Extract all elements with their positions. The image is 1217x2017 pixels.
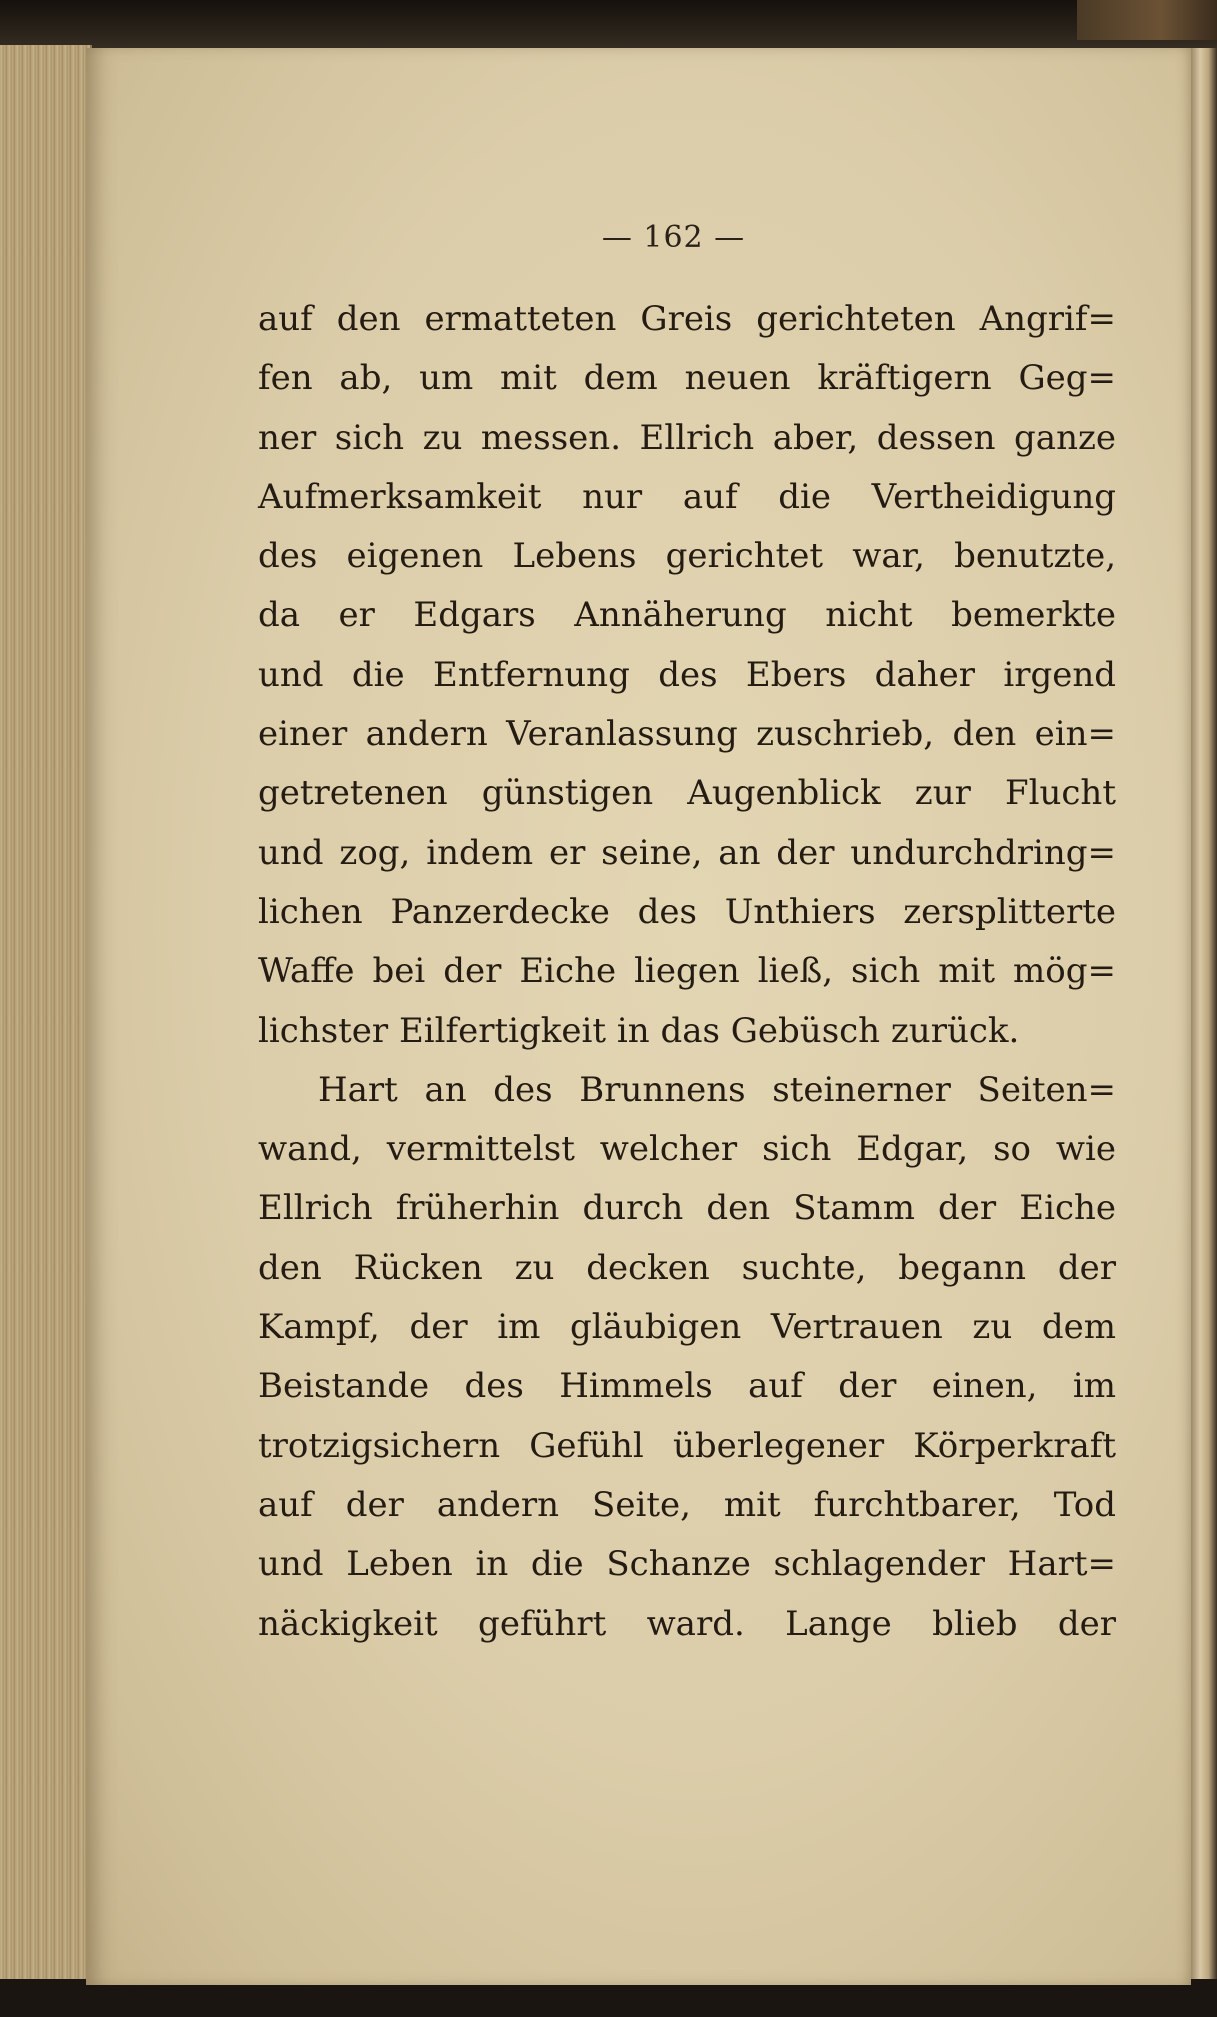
text-line: den Rücken zu decken suchte, begann der	[258, 1247, 1116, 1288]
text-line: Aufmerksamkeit nur auf die Vertheidigung	[258, 476, 1116, 517]
text-line: Waffe bei der Eiche liegen ließ, sich mit mög=	[258, 951, 1116, 992]
text-line: auf den ermatteten Greis gerichteten Angrif=	[258, 299, 1116, 339]
top-edge	[0, 0, 1217, 55]
text-line: Ellrich früherhin durch den Stamm der Eiche	[258, 1188, 1116, 1229]
text-line: Beistande des Himmels auf der einen, im	[258, 1366, 1116, 1407]
text-line: trotzigsichern Gefühl überlegener Körperkraft	[258, 1425, 1116, 1466]
text-line: einer andern Veranlassung zuschrieb, den ein=	[258, 714, 1116, 755]
body-text	[258, 290, 1116, 1654]
text-line: des eigenen Lebens gerichtet war, benutzte,	[258, 536, 1116, 577]
text-line: Kampf, der im gläubigen Vertrauen zu dem	[258, 1307, 1116, 1348]
text-line: da er Edgars Annäherung nicht bemerkte	[258, 595, 1116, 636]
text-line: Hart an des Brunnens steinerner Seiten=	[318, 1069, 1116, 1110]
cover-corner	[1077, 0, 1217, 40]
page-stack-right	[1189, 48, 1217, 1990]
page-stack-left	[0, 45, 92, 1990]
text-line: auf der andern Seite, mit furchtbarer, Tod	[258, 1484, 1116, 1525]
text-line: getretenen günstigen Augenblick zur Flucht	[258, 773, 1116, 814]
text-line: und Leben in die Schanze schlagender Hart=	[258, 1544, 1116, 1585]
text-line: lichster Eilfertigkeit in das Gebüsch zurück.	[258, 1010, 1020, 1051]
text-line: ner sich zu messen. Ellrich aber, dessen ganze	[258, 417, 1116, 458]
text-line: wand, vermittelst welcher sich Edgar, so wie	[258, 1129, 1116, 1170]
text-line: fen ab, um mit dem neuen kräftigern Geg=	[258, 358, 1116, 399]
text-line: lichen Panzerdecke des Unthiers zersplitterte	[258, 891, 1116, 932]
text-line: und zog, indem er seine, an der undurchdring=	[258, 832, 1116, 873]
page-number-header: — 162 —	[601, 220, 746, 255]
text-line: und die Entfernung des Ebers daher irgend	[258, 654, 1116, 695]
text-line: näckigkeit geführt ward. Lange blieb der	[258, 1603, 1116, 1644]
